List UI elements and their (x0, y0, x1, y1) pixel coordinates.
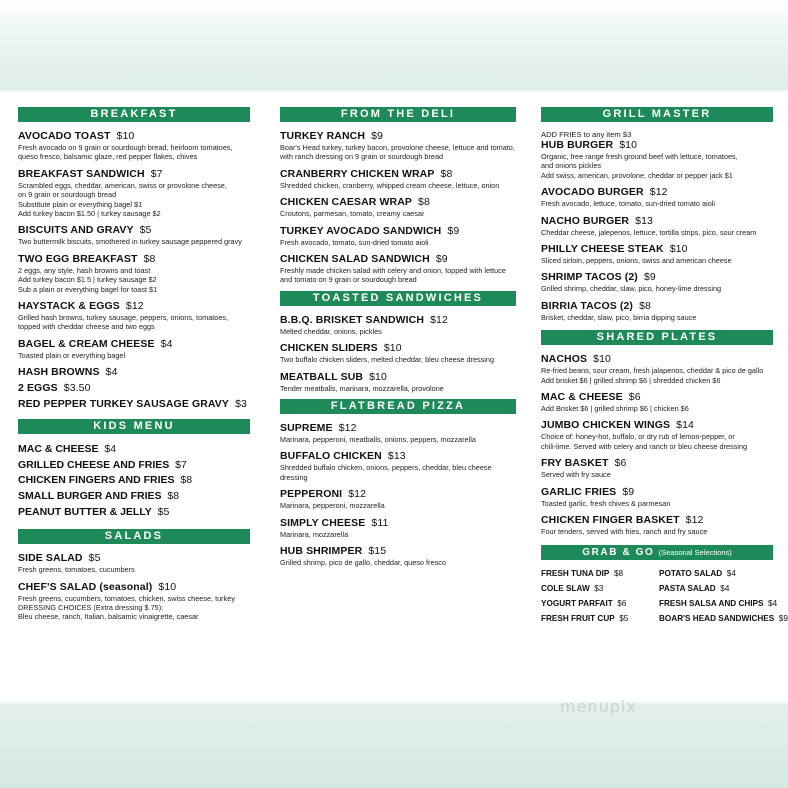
item-price: $6 (617, 598, 627, 608)
item-name: HAYSTACK & EGGS (18, 300, 120, 313)
menu-item (280, 225, 516, 247)
menu-item (280, 545, 516, 567)
item-heading (18, 366, 250, 379)
item-name: AVOCADO TOAST (18, 130, 111, 142)
kids-item (18, 505, 250, 521)
item-description: Grilled shrimp, cheddar, slaw, pico, honey-lime dressing (541, 284, 722, 294)
menu-item (18, 338, 250, 360)
menu-item (280, 422, 516, 444)
item-heading (541, 243, 773, 256)
grab-list (541, 568, 788, 625)
item-name: CHICKEN FINGER BASKET (541, 514, 680, 527)
section-header-toasted: TOASTED SANDWICHES (280, 291, 516, 306)
shared-list (541, 353, 773, 536)
item-description: on 9 grain or sourdough bread (18, 190, 117, 200)
kids-item (18, 442, 250, 458)
item-price: $4 (768, 598, 778, 608)
item-price: $3 (235, 398, 247, 411)
item-name: SUPREME (280, 422, 333, 435)
item-price: $12 (348, 488, 367, 501)
item-heading (18, 398, 250, 411)
item-name: PHILLY CHEESE STEAK (541, 243, 664, 256)
item-price: $13 (635, 214, 653, 227)
menu-item (541, 300, 773, 322)
menu-item (280, 314, 516, 336)
menu-item (18, 398, 250, 411)
grab-item (659, 613, 788, 625)
item-description: and tomato on 9 grain or sourdough bread (280, 275, 417, 285)
item-price: $8 (418, 196, 430, 209)
menu-item (18, 130, 250, 162)
item-price: $8 (180, 474, 193, 487)
breakfast-list (18, 130, 250, 411)
item-heading (541, 215, 773, 228)
deli-list (280, 130, 516, 285)
item-price: $5 (619, 613, 629, 623)
menu-item (18, 382, 250, 395)
item-description: Sliced sirloin, peppers, onions, swiss and american cheese (541, 256, 732, 266)
item-description: Fresh avocado on 9 grain or sourdough bread, heirloom tomatoes, (18, 143, 233, 152)
grab-item (659, 583, 773, 595)
item-price: $9 (643, 271, 656, 284)
item-price: $3.50 (63, 382, 91, 395)
item-price: $8 (440, 167, 453, 180)
item-description: DRESSING CHOICES (Extra dressing $.75): (18, 603, 164, 613)
item-heading (541, 486, 773, 499)
item-name: HUB SHRIMPER (280, 545, 363, 558)
kids-item (18, 489, 250, 505)
section-header-breakfast: BREAKFAST (18, 107, 250, 122)
item-price: $5 (157, 505, 170, 518)
menu-item (280, 488, 516, 510)
grab-item (541, 598, 659, 610)
item-heading (280, 130, 516, 143)
item-heading (18, 581, 250, 594)
item-description: dressing (280, 472, 308, 482)
item-description: Fresh avocado, tomato, sun-dried tomato aioli (280, 237, 429, 247)
item-heading (541, 391, 773, 404)
menu-item (541, 391, 773, 413)
column-left (18, 107, 250, 628)
item-heading (541, 300, 773, 313)
item-description: Toasted garlic, fresh chives & parmesan (541, 498, 671, 508)
item-description: Toasted plain or everything bagel (18, 350, 126, 360)
section-header-shared: SHARED PLATES (541, 330, 773, 345)
grab-subtitle: (Seasonal Selections) (658, 547, 732, 557)
item-description: Organic, free range fresh ground beef with lettuce, tomatoes, (541, 152, 738, 161)
item-name: FRESH FRUIT CUP (541, 613, 615, 623)
item-name: FRY BASKET (541, 457, 609, 470)
menu-item (18, 366, 250, 379)
item-description: Bleu cheese, ranch, Italian, balsamic vinaigrette, caesar (18, 612, 199, 622)
item-heading (280, 450, 516, 463)
item-price: $12 (649, 186, 668, 199)
item-description: Melted cheddar, onions, pickles (280, 326, 382, 336)
item-description: Add turkey bacon $1.5 | turkey sausage $2 (18, 275, 157, 285)
item-name: BAGEL & CREAM CHEESE (18, 337, 155, 350)
item-description: Freshly made chicken salad with celery and onion, topped with lettuce (280, 266, 506, 276)
item-heading (280, 225, 516, 238)
item-name: 2 EGGS (18, 382, 58, 395)
item-description: Shredded buffalo chicken, onions, peppers, cheddar, bleu cheese (280, 463, 492, 473)
grab-item (541, 613, 659, 625)
item-heading (18, 300, 250, 313)
menu-item (280, 342, 516, 364)
item-heading (280, 517, 516, 530)
menu-sheet (4, 92, 788, 700)
item-name: HASH BROWNS (18, 366, 100, 379)
menu-item (18, 224, 250, 246)
section-header-deli: FROM THE DELI (280, 107, 516, 122)
menu-item (541, 486, 773, 508)
kids-list (18, 442, 250, 520)
item-name: MEATBALL SUB (280, 370, 364, 383)
item-name: TWO EGG BREAKFAST (18, 252, 138, 265)
item-heading (280, 168, 516, 181)
item-heading (280, 253, 516, 266)
item-price: $4 (160, 337, 173, 350)
item-heading (280, 196, 516, 209)
section-header-flatbread: FLATBREAD PIZZA (280, 399, 516, 414)
item-price: $4 (720, 583, 730, 593)
menu-item (18, 300, 250, 332)
item-description: Substitute plain or everything bagel $1 (18, 199, 143, 209)
item-name: PEANUT BUTTER & JELLY (18, 505, 152, 518)
item-description: Boar's Head turkey, turkey bacon, provolone cheese, lettuce and tomato, (280, 143, 515, 152)
item-heading (18, 382, 250, 395)
item-price: $8 (613, 568, 624, 578)
item-name: SIMPLY CHEESE (280, 516, 366, 529)
item-name: GARLIC FRIES (541, 485, 617, 498)
item-name: CHICKEN FINGERS AND FRIES (18, 474, 175, 487)
item-heading (280, 314, 516, 327)
item-name: CHICKEN CAESAR WRAP (280, 196, 412, 209)
kids-item (18, 473, 250, 489)
grab-item (659, 598, 778, 610)
item-description: Choice of: honey-hot, buffalo, or dry rub of lemon-pepper, or (541, 432, 735, 442)
item-name: BIRRIA TACOS (2) (541, 299, 634, 312)
item-price: $12 (685, 514, 704, 527)
item-price: $9 (435, 253, 448, 266)
item-heading (18, 130, 250, 143)
item-description: Four tenders, served with fries, ranch and fry sauce (541, 527, 708, 537)
menu-item (280, 196, 516, 218)
item-description: Croutons, parmesan, tomato, creamy caesar (280, 209, 425, 219)
item-price: $14 (676, 419, 694, 432)
item-price: $9 (447, 224, 460, 237)
item-description: Add brisket $6 | grilled shrimp $6 | shredded chicken $6 (541, 375, 721, 385)
item-description: Add turkey bacon $1.50 | turkey sausage $2 (18, 209, 161, 219)
menu-item (280, 371, 516, 393)
grab-item (541, 568, 659, 580)
item-name: FRESH SALSA AND CHIPS (659, 598, 764, 608)
menu-item (18, 168, 250, 219)
item-price: $13 (387, 450, 406, 463)
item-heading (541, 419, 773, 432)
kids-item (18, 458, 250, 474)
item-price: $12 (430, 313, 448, 326)
add-fries-note (541, 130, 773, 139)
section-header-kids: KIDS MENU (18, 419, 250, 434)
item-description: chili-lime. Served with celery and ranch or bleu cheese dressing (541, 441, 748, 451)
menu-item (541, 353, 773, 385)
section-header-salads: SALADS (18, 529, 250, 544)
item-price: $6 (628, 391, 641, 404)
item-heading (280, 371, 516, 384)
menu-item (280, 168, 516, 190)
item-heading (541, 271, 773, 284)
item-heading (280, 545, 516, 558)
grill-list (541, 139, 773, 322)
item-price: $10 (593, 353, 611, 366)
item-heading (18, 552, 250, 565)
section-header-grab (541, 545, 773, 560)
item-heading (280, 342, 516, 355)
item-name: SIDE SALAD (18, 552, 83, 565)
menu-item (18, 581, 250, 622)
item-price: $4 (726, 568, 736, 578)
item-heading (280, 488, 516, 501)
item-price: $3 (594, 583, 604, 593)
salads-list (18, 552, 250, 622)
grab-title: GRAB & GO (582, 546, 655, 558)
item-description: Two buttermilk biscuits, smothered in turkey sausage peppered gravy (18, 237, 242, 247)
item-name: SHRIMP TACOS (2) (541, 271, 638, 284)
item-description: Fresh avocado, lettuce, tomato, sun-dried tomato aioli (541, 199, 715, 209)
item-description: Marinara, pepperoni, mozzarella (280, 501, 385, 511)
item-name: YOGURT PARFAIT (541, 598, 613, 608)
item-price: $10 (369, 370, 387, 383)
add-fries-label: ADD FRIES to any item (541, 130, 621, 139)
item-heading (18, 168, 250, 181)
item-description: Marinara, mozzarella (280, 529, 349, 539)
item-name: HUB BURGER (541, 139, 614, 151)
item-name: RED PEPPER TURKEY SAUSAGE GRAVY (18, 398, 230, 411)
item-name: SMALL BURGER AND FRIES (18, 490, 162, 503)
item-heading (18, 338, 250, 351)
grab-item (541, 583, 659, 595)
item-price: $4 (104, 443, 117, 456)
item-price: $15 (368, 545, 387, 558)
item-description: Marinara, pepperoni, meatballs, onions, peppers, mozzarella (280, 435, 476, 445)
item-price: $5 (139, 224, 152, 237)
item-description: 2 eggs, any style, hash browns and toast (18, 265, 151, 275)
item-name: BUFFALO CHICKEN (280, 450, 382, 463)
item-price: $12 (125, 300, 144, 313)
item-description: Sub a plain or everything bagel for toast $1 (18, 284, 158, 294)
column-middle (280, 107, 516, 574)
menu-item (541, 514, 773, 536)
menu-item (18, 552, 250, 574)
item-price: $6 (614, 457, 627, 470)
item-name: PEPPERONI (280, 488, 343, 501)
watermark: menupix (560, 697, 637, 716)
menu-item (541, 419, 773, 451)
menu-item (541, 186, 773, 208)
item-description: Two buffalo chicken sliders, melted cheddar, bleu cheese dressing (280, 355, 495, 365)
item-price: $11 (371, 516, 389, 529)
item-heading (18, 253, 250, 266)
item-description: Served with fry sauce (541, 470, 611, 480)
column-right (541, 107, 788, 625)
menu-item (280, 130, 516, 162)
item-price: $7 (175, 458, 187, 471)
item-description: Re-fried beans, sour cream, fresh jalapenos, cheddar & pico de gallo (541, 366, 764, 376)
item-price: $9 (778, 613, 788, 623)
item-price: $10 (383, 342, 402, 355)
menu-item (541, 243, 773, 265)
menu-item (541, 271, 773, 293)
item-name: BREAKFAST SANDWICH (18, 167, 145, 180)
item-name: POTATO SALAD (659, 568, 723, 578)
menu-item (280, 517, 516, 539)
item-description: Cheddar cheese, jalepenos, lettuce, tortilla strips, pico, sour cream (541, 227, 757, 237)
item-name: CHICKEN SLIDERS (280, 342, 378, 355)
item-name: CHICKEN SALAD SANDWICH (280, 253, 430, 266)
item-heading (280, 422, 516, 435)
item-name: MAC & CHEESE (541, 391, 623, 404)
item-price: $8 (167, 490, 180, 503)
item-description: topped with cheddar cheese and two eggs (18, 322, 155, 332)
item-name: NACHOS (541, 353, 588, 366)
item-heading (541, 457, 773, 470)
add-fries-price: $3 (622, 130, 632, 139)
item-price: $8 (639, 299, 651, 312)
item-price: $7 (150, 167, 163, 180)
item-name: BOAR'S HEAD SANDWICHES (659, 613, 775, 623)
item-name: GRILLED CHEESE AND FRIES (18, 458, 170, 471)
menu-item (541, 457, 773, 479)
item-heading (541, 186, 773, 199)
item-name: AVOCADO BURGER (541, 186, 644, 199)
item-price: $10 (669, 243, 688, 256)
item-name: PASTA SALAD (659, 583, 716, 593)
menu-item (280, 253, 516, 285)
item-description: Grilled hash browns, turkey sausage, peppers, onions, tomatoes, (18, 313, 229, 323)
item-description: Shredded chicken, cranberry, whipped cream cheese, lettuce, onion (280, 180, 500, 190)
item-name: FRESH TUNA DIP (541, 568, 610, 578)
menu-item (541, 215, 773, 237)
item-description: with ranch dressing on 9 grain or sourdough bread (280, 152, 444, 162)
menu-item (541, 139, 773, 180)
item-heading (18, 224, 250, 237)
item-description: Scrambled eggs, cheddar, american, swiss or provolone cheese, (18, 180, 227, 190)
item-name: CRANBERRY CHICKEN WRAP (280, 167, 435, 180)
section-header-grill: GRILL MASTER (541, 107, 773, 122)
item-name: BISCUITS AND GRAVY (18, 224, 134, 237)
item-price: $8 (143, 252, 156, 265)
item-heading (541, 139, 773, 152)
menu-item (18, 253, 250, 294)
item-name: TURKEY RANCH (280, 130, 366, 142)
item-description: and onions pickles (541, 161, 602, 171)
item-price: $9 (622, 485, 635, 498)
grab-item (659, 568, 773, 580)
toasted-list (280, 314, 516, 393)
item-heading (541, 353, 773, 366)
item-price: $10 (158, 580, 177, 593)
item-price: $10 (619, 139, 638, 151)
item-name: NACHO BURGER (541, 214, 630, 227)
menu-item (280, 450, 516, 482)
item-price: $9 (371, 130, 383, 142)
item-description: Fresh greens, tomatoes, cucumbers (18, 565, 135, 575)
item-price: $4 (105, 366, 118, 379)
item-price: $10 (116, 130, 135, 142)
item-description: Fresh greens, cucumbers, tomatoes, chicken, swiss cheese, turkey (18, 593, 235, 603)
item-name: JUMBO CHICKEN WINGS (541, 419, 671, 432)
flatbread-list (280, 422, 516, 567)
item-description: Add Brisket $6 | grilled shrimp $6 | chicken $6 (541, 404, 689, 414)
item-price: $5 (88, 552, 101, 565)
item-price: $12 (338, 422, 357, 435)
item-description: Add swiss, american, provolone, cheddar or pepper jack $1 (541, 170, 733, 180)
item-name: TURKEY AVOCADO SANDWICH (280, 224, 442, 237)
item-description: Grilled shrimp, pico de gallo, cheddar, queso fresco (280, 558, 446, 568)
item-description: queso fresco, balsamic glaze, red pepper flakes, chives (18, 152, 198, 162)
item-heading (541, 514, 773, 527)
item-description: Brisket, cheddar, slaw, pico, birria dipping sauce (541, 312, 697, 322)
item-name: COLE SLAW (541, 583, 590, 593)
item-description: Tender meatballs, marinara, mozzarella, provolone (280, 383, 444, 393)
item-name: CHEF'S SALAD (seasonal) (18, 580, 153, 593)
item-name: MAC & CHEESE (18, 443, 99, 456)
item-name: B.B.Q. BRISKET SANDWICH (280, 313, 425, 326)
